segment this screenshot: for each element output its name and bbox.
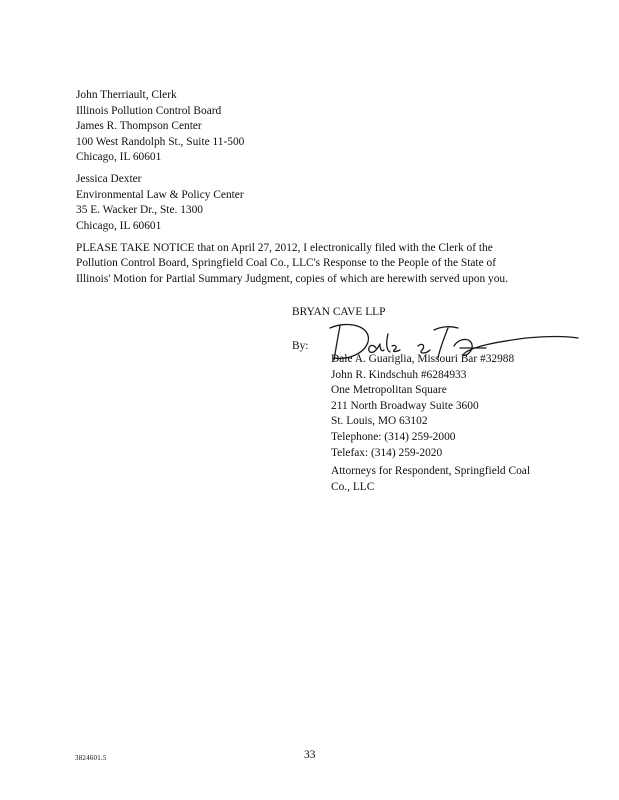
attorney-name: John R. Kindschuh #6284933 [331, 368, 467, 381]
telephone: Telephone: (314) 259-2000 [331, 430, 456, 443]
address-line: John Therriault, Clerk [76, 89, 177, 101]
address-line: 100 West Randolph St., Suite 11-500 [76, 135, 245, 148]
address-line: James R. Thompson Center [76, 120, 202, 133]
firm-address-line: One Metropolitan Square [331, 384, 447, 397]
telefax: Telefax: (314) 259-2020 [331, 446, 443, 459]
by-label: By: [292, 340, 309, 352]
attorney-contact-block [331, 352, 514, 461]
notice-line: Illinois' Motion for Partial Summary Judgment, copies of which are herewith served upon you. [76, 272, 508, 285]
law-firm-name: BRYAN CAVE LLP [292, 306, 386, 318]
attorneys-for-statement [331, 464, 530, 495]
notice-line: PLEASE TAKE NOTICE that on April 27, 2012, I electronically filed with the Clerk of the [76, 242, 493, 254]
attorney-name: Dale A. Guariglia, Missouri Bar #32988 [331, 353, 515, 365]
attorneys-for-line: Attorneys for Respondent, Springfield Coal [331, 465, 530, 477]
recipient-address-elpc [76, 172, 244, 234]
notice-line: Pollution Control Board, Springfield Coal Co., LLC's Response to the People of the State of [76, 257, 496, 270]
address-line: Chicago, IL 60601 [76, 151, 162, 164]
address-line: 35 E. Wacker Dr., Ste. 1300 [76, 204, 203, 217]
firm-address-line: 211 North Broadway Suite 3600 [331, 399, 479, 412]
recipient-address-clerk [76, 88, 244, 166]
address-line: Chicago, IL 60601 [76, 219, 162, 232]
address-line: Environmental Law & Policy Center [76, 188, 244, 201]
firm-address-line: St. Louis, MO 63102 [331, 415, 428, 428]
attorneys-for-line: Co., LLC [331, 480, 375, 493]
notice-paragraph [76, 241, 556, 287]
page-number: 33 [304, 749, 316, 761]
document-number: 3824601.5 [75, 754, 107, 762]
address-line: Illinois Pollution Control Board [76, 104, 222, 117]
address-line: Jessica Dexter [76, 173, 142, 185]
